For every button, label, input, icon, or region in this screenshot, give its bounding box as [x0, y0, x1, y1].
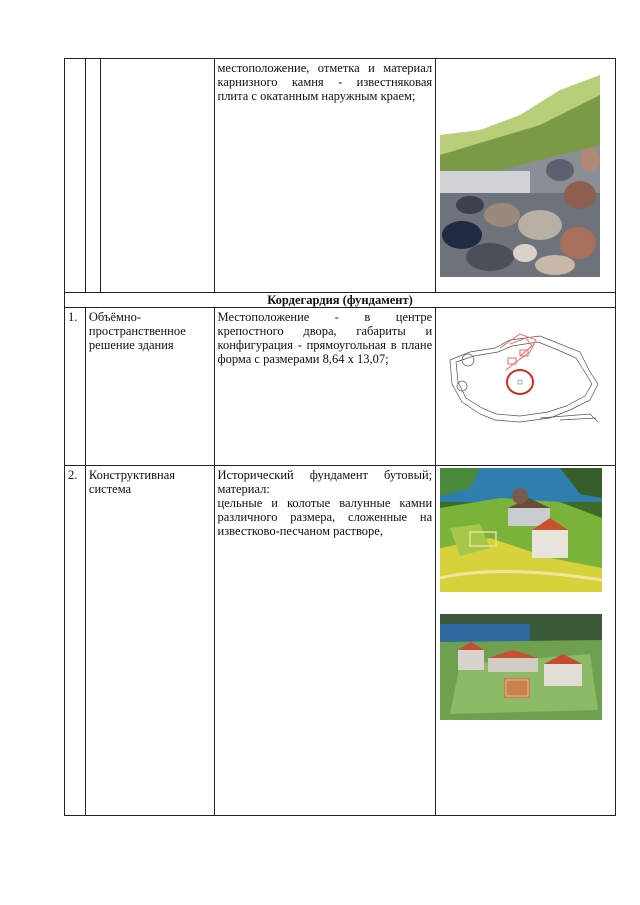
continuation-row — [65, 59, 616, 293]
row-description — [214, 466, 436, 816]
aerial-photo-fortress-2 — [440, 614, 602, 720]
section-title: Кордегардия (фундамент) — [65, 293, 616, 308]
row-description: Местоположение - в центре крепостного двора, габариты и конфигурация - прямоугольная в плане форма с размерами 8,64 х 13,07; — [214, 308, 436, 466]
site-plan-drawing — [440, 322, 602, 432]
table-row — [65, 466, 616, 816]
aerial-photos-cell — [436, 466, 616, 816]
stone-masonry-photo-cell — [436, 59, 616, 293]
table-row — [65, 308, 616, 466]
site-plan-cell — [436, 308, 616, 466]
section-header-row — [65, 293, 616, 308]
continuation-name-cell — [85, 59, 214, 293]
row-name: Объёмно-пространственное решение здания — [85, 308, 214, 466]
stone-masonry-photo — [440, 75, 600, 277]
row-num: 2. — [65, 466, 86, 816]
continuation-num-cell — [65, 59, 86, 293]
continuation-description: местоположение, отметка и материал карнизного камня - известняковая плита с окатанным наружным краем; — [214, 59, 436, 293]
row-description-line2: цельные и колотые валунные камни различного размера, сложенные на известково-песчаном растворе, — [217, 496, 433, 538]
document-table — [64, 58, 616, 816]
aerial-photo-fortress-1 — [440, 468, 602, 592]
row-name: Конструктивная система — [85, 466, 214, 816]
row-description-line1: Исторический фундамент бутовый; материал: — [217, 468, 433, 496]
row-num: 1. — [65, 308, 86, 466]
